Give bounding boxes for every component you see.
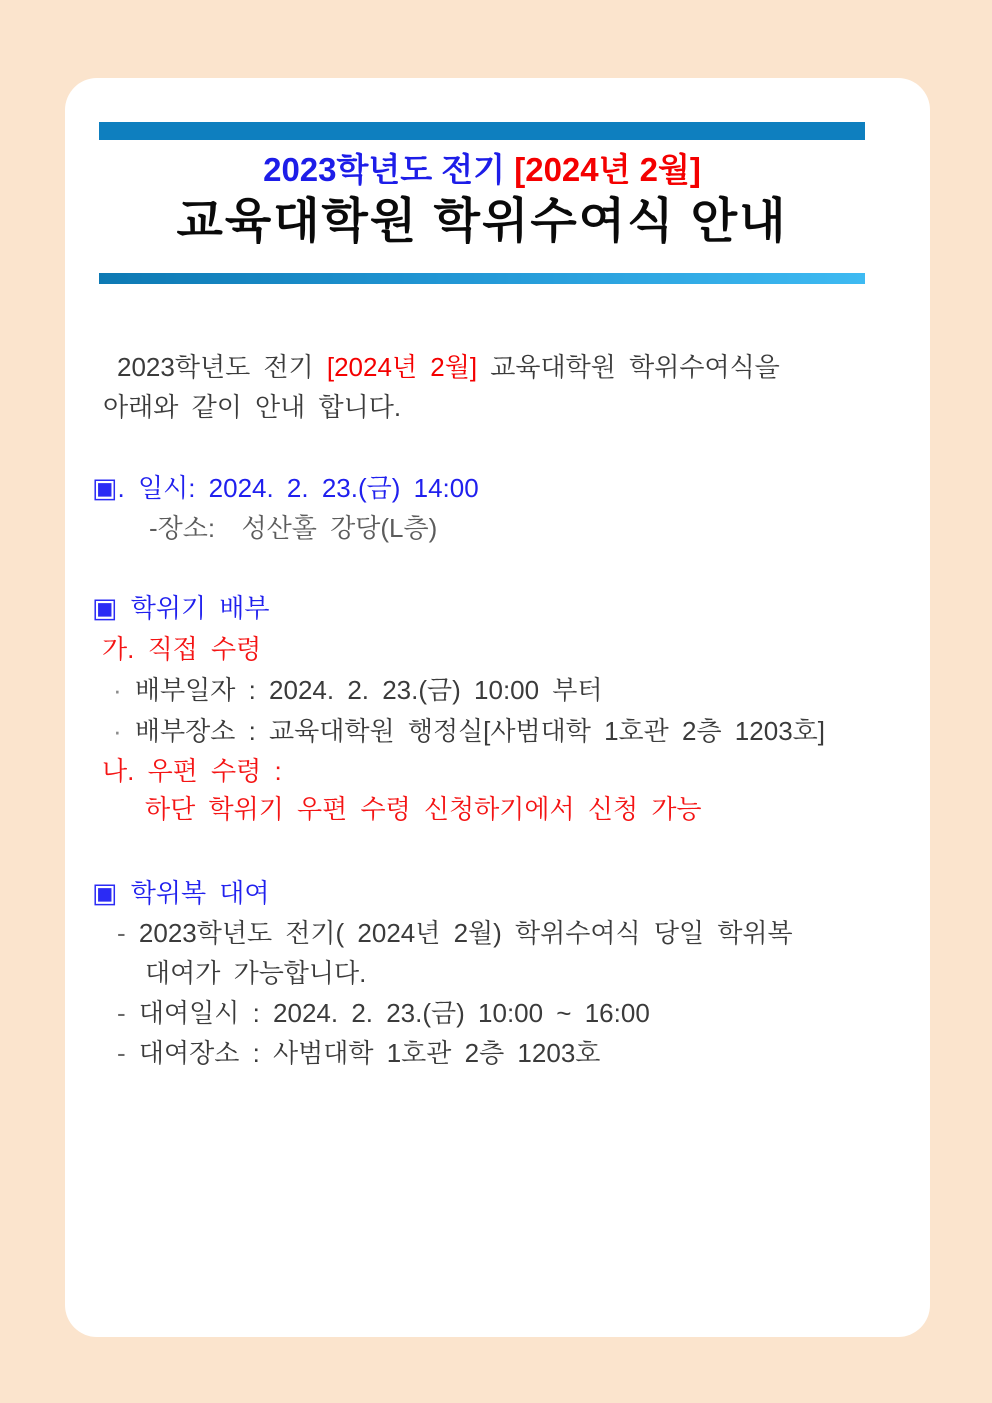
diploma-bullet-2 xyxy=(113,714,825,748)
header-gradient-bar xyxy=(99,273,865,284)
section-datetime-venue: -장소: 성산홀 강당(L층) xyxy=(149,513,438,543)
square-marker-icon: ▣ xyxy=(92,878,118,908)
square-marker-icon: ▣ xyxy=(92,473,118,503)
diploma-item-b-note: 하단 학위기 우편 수령 신청하기에서 신청 가능 xyxy=(145,794,702,824)
gown-line-2: 대여가 가능합니다. xyxy=(145,958,367,988)
square-marker-icon: ▣ xyxy=(92,593,118,623)
title-line1-blue: 2023학년도 전기 xyxy=(263,151,515,188)
diploma-item-b-title: 나. 우편 수령 : xyxy=(102,756,282,786)
title-line1-red: [2024년 2월] xyxy=(514,151,701,188)
gown-line-4-text: 대여장소 : 사범대학 1호관 2층 1203호 xyxy=(125,1038,601,1068)
dash-icon: - xyxy=(117,1038,126,1068)
bullet-dot-icon: · xyxy=(113,675,122,705)
section-datetime-text: 일시: 2024. 2. 23.(금) 14:00 xyxy=(137,473,479,503)
diploma-bullet-1 xyxy=(113,673,603,707)
diploma-bullet-2-text: 배부장소 : 교육대학원 행정실[사범대학 1호관 2층 1203호] xyxy=(121,716,825,746)
dash-icon: - xyxy=(117,998,126,1028)
notice-card xyxy=(65,78,930,1337)
section-diploma-heading xyxy=(92,591,270,625)
dash-icon: - xyxy=(117,918,126,948)
diploma-item-a-title: 가. 직접 수령 xyxy=(102,634,262,664)
diploma-bullet-1-text: 배부일자 : 2024. 2. 23.(금) 10:00 부터 xyxy=(121,675,603,705)
gown-line-1 xyxy=(117,916,793,950)
header-top-bar xyxy=(99,122,865,140)
title-line1 xyxy=(99,150,865,190)
title-line2: 교육대학원 학위수여식 안내 xyxy=(176,195,788,248)
gown-line-3 xyxy=(117,996,650,1030)
section-datetime-marker-dot: . xyxy=(117,473,138,503)
intro-line1 xyxy=(117,350,780,384)
gown-line-3-text: 대여일시 : 2024. 2. 23.(금) 10:00 ~ 16:00 xyxy=(125,998,650,1028)
section-gown-heading xyxy=(92,876,270,910)
bullet-dot-icon: · xyxy=(113,716,122,746)
header-title xyxy=(99,150,865,250)
gown-line-4 xyxy=(117,1036,600,1070)
section-gown-text: 학위복 대여 xyxy=(117,878,270,908)
intro-line1-post: 교육대학원 학위수여식을 xyxy=(477,352,780,382)
gown-line-1-text: 2023학년도 전기( 2024년 2월) 학위수여식 당일 학위복 xyxy=(125,918,793,948)
section-datetime-heading xyxy=(92,471,479,505)
intro-line1-pre: 2023학년도 전기 xyxy=(117,352,327,382)
intro-line1-red: [2024년 2월] xyxy=(326,352,478,382)
intro-line2: 아래와 같이 안내 합니다. xyxy=(103,392,402,422)
section-diploma-text: 학위기 배부 xyxy=(117,593,270,623)
